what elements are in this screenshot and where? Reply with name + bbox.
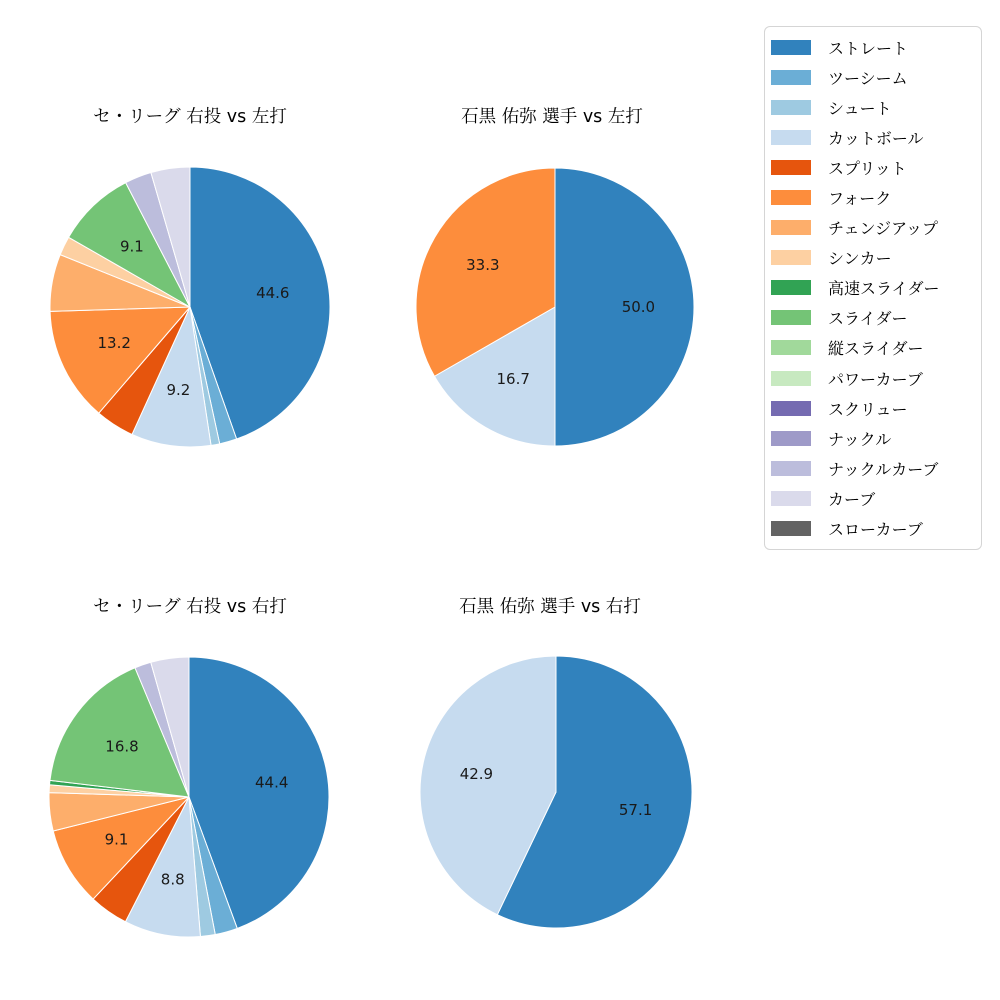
- pie-percentage-label: 9.1: [104, 830, 129, 849]
- pie-league-vs-left: [49, 166, 331, 448]
- legend-item-label: ストレート: [828, 38, 909, 58]
- pie-percentage-label: 44.4: [255, 773, 289, 792]
- legend-item-label: スプリット: [828, 158, 907, 178]
- legend: [764, 26, 982, 550]
- legend-item: [771, 273, 975, 303]
- legend-item-label: スローカーブ: [828, 520, 923, 540]
- legend-item-label: カーブ: [828, 489, 876, 509]
- legend-item-label: ナックル: [828, 429, 892, 449]
- legend-item: [771, 213, 975, 243]
- legend-swatch: [771, 280, 811, 295]
- legend-swatch: [771, 160, 811, 175]
- legend-item: [771, 92, 975, 122]
- legend-item-label: シュート: [828, 98, 892, 118]
- legend-item: [771, 62, 975, 92]
- pie-player-vs-left: [415, 167, 695, 447]
- chart-title-league-vs-right: セ・リーグ 右投 vs 右打: [93, 597, 287, 617]
- pie-percentage-label: 8.8: [160, 870, 185, 889]
- legend-item-label: フォーク: [828, 189, 892, 209]
- legend-swatch: [771, 521, 811, 536]
- pie-league-vs-right: [48, 656, 330, 938]
- chart-title-player-vs-left: 石黒 佑弥 選手 vs 左打: [461, 107, 643, 127]
- legend-item: [771, 393, 975, 423]
- pie-percentage-label: 9.2: [166, 381, 191, 400]
- legend-swatch: [771, 371, 811, 386]
- legend-swatch: [771, 100, 811, 115]
- pie-percentage-label: 57.1: [618, 801, 653, 820]
- legend-item-label: 高速スライダー: [828, 279, 940, 299]
- legend-item-label: ナックルカーブ: [828, 459, 939, 479]
- pie-percentage-label: 50.0: [621, 298, 656, 316]
- legend-swatch: [771, 431, 811, 446]
- pie-percentage-label: 9.1: [119, 237, 144, 256]
- legend-item-label: チェンジアップ: [828, 219, 939, 239]
- pie-percentage-label: 16.7: [496, 370, 530, 389]
- legend-item-label: シンカー: [828, 249, 892, 269]
- legend-swatch: [771, 461, 811, 476]
- legend-swatch: [771, 190, 811, 205]
- pie-player-vs-right: [419, 655, 693, 929]
- legend-item: [771, 423, 975, 453]
- legend-item: [771, 182, 975, 212]
- chart-title-league-vs-left: セ・リーグ 右投 vs 左打: [93, 107, 287, 127]
- legend-item: [771, 32, 975, 62]
- legend-item-label: 縦スライダー: [828, 339, 924, 359]
- pie-percentage-label: 44.6: [256, 283, 290, 302]
- legend-item: [771, 333, 975, 363]
- pie-percentage-label: 42.9: [459, 764, 494, 783]
- legend-item-label: ツーシーム: [828, 68, 908, 88]
- legend-swatch: [771, 250, 811, 265]
- legend-item-label: パワーカーブ: [828, 369, 923, 389]
- pie-percentage-label: 13.2: [97, 334, 131, 353]
- legend-item: [771, 514, 975, 544]
- legend-swatch: [771, 220, 811, 235]
- legend-item: [771, 453, 975, 483]
- legend-item: [771, 483, 975, 513]
- legend-swatch: [771, 401, 811, 416]
- legend-item: [771, 122, 975, 152]
- chart-title-player-vs-right: 石黒 佑弥 選手 vs 右打: [459, 597, 641, 617]
- legend-item-label: スライダー: [828, 309, 908, 329]
- legend-swatch: [771, 491, 811, 506]
- legend-item-label: スクリュー: [828, 399, 908, 419]
- legend-item: [771, 152, 975, 182]
- legend-swatch: [771, 340, 811, 355]
- pie-percentage-label: 33.3: [466, 256, 500, 275]
- legend-item: [771, 303, 975, 333]
- legend-swatch: [771, 40, 811, 55]
- legend-swatch: [771, 70, 811, 85]
- pie-percentage-label: 16.8: [105, 737, 139, 756]
- legend-item-label: カットボール: [828, 128, 924, 148]
- legend-item: [771, 243, 975, 273]
- legend-swatch: [771, 310, 811, 325]
- legend-item: [771, 363, 975, 393]
- legend-swatch: [771, 130, 811, 145]
